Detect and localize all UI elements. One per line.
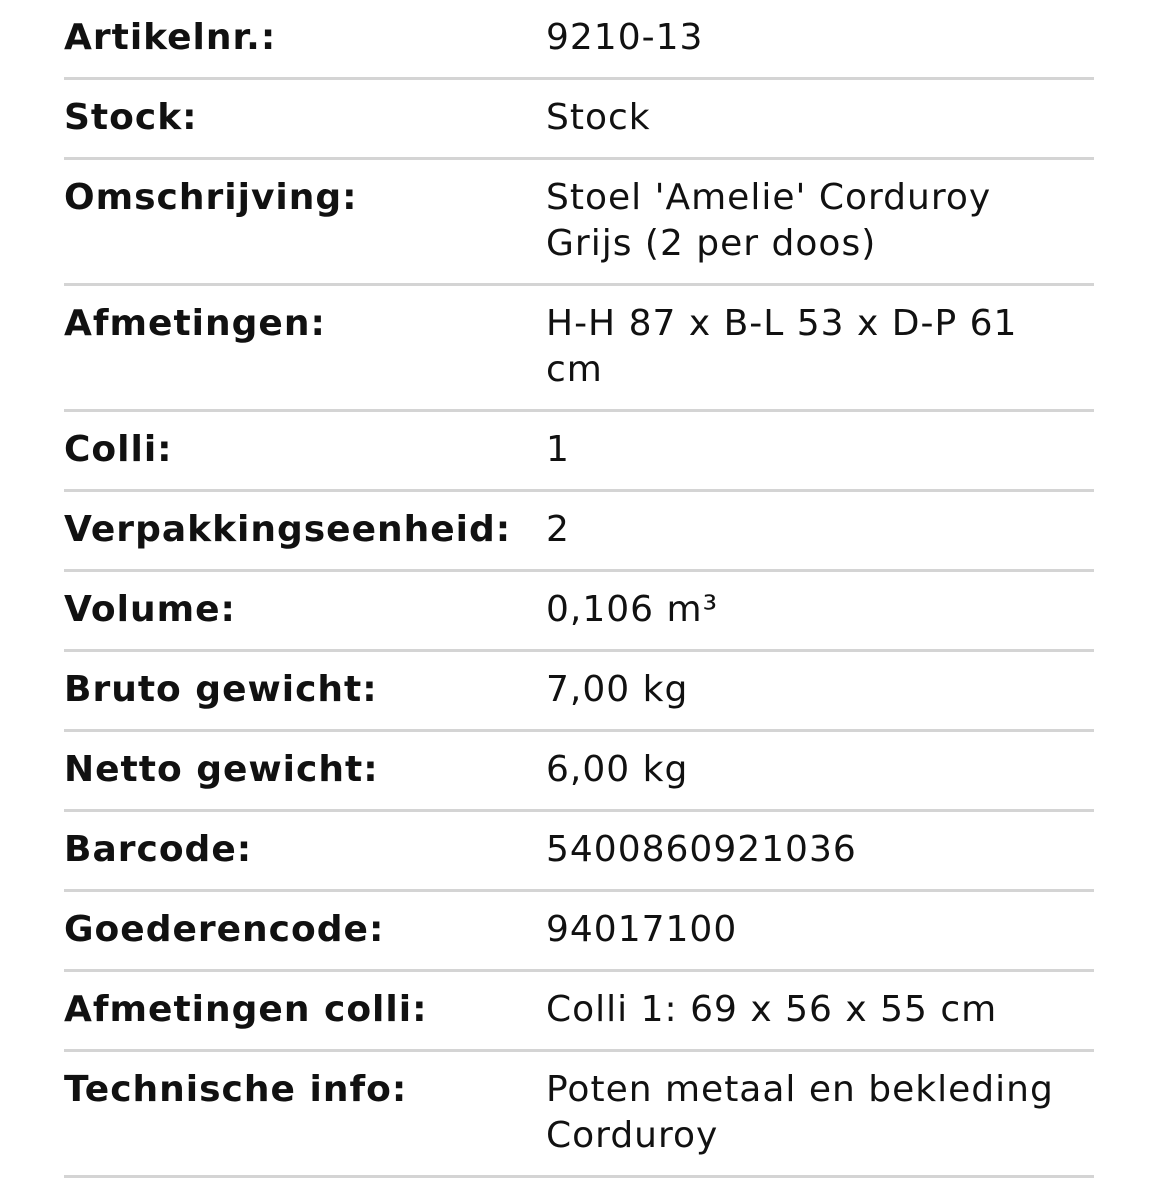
spec-row-gross-weight: [64, 651, 1094, 731]
spec-value: 9210-13: [546, 0, 1094, 79]
spec-label: Verpakkingseenheid:: [64, 491, 546, 571]
spec-row-technical-info: [64, 1051, 1094, 1177]
spec-label: Afmetingen:: [64, 285, 546, 411]
spec-value: 94017100: [546, 891, 1094, 971]
spec-value: Colli 1: 69 x 56 x 55 cm: [546, 971, 1094, 1051]
spec-value: 2: [546, 491, 1094, 571]
spec-label: Technische info:: [64, 1051, 546, 1177]
spec-label: Volume:: [64, 571, 546, 651]
spec-row-barcode: [64, 811, 1094, 891]
spec-row-colli-dimensions: [64, 971, 1094, 1051]
spec-label: Omschrijving:: [64, 159, 546, 285]
spec-row-goods-code: [64, 891, 1094, 971]
spec-label: Goederencode:: [64, 891, 546, 971]
spec-row-colli: [64, 411, 1094, 491]
spec-label: Colli:: [64, 411, 546, 491]
spec-row-stock: [64, 79, 1094, 159]
spec-row-dimensions: [64, 285, 1094, 411]
spec-row-description: [64, 159, 1094, 285]
spec-value: 5400860921036: [546, 811, 1094, 891]
spec-label: Stock:: [64, 79, 546, 159]
spec-value: 1: [546, 411, 1094, 491]
spec-value: Stoel 'Amelie' Corduroy Grijs (2 per doos): [546, 159, 1094, 285]
spec-row-article-number: [64, 0, 1094, 79]
spec-value: H-H 87 x B-L 53 x D-P 61 cm: [546, 285, 1094, 411]
spec-row-packaging-unit: [64, 491, 1094, 571]
spec-value: 0,106 m³: [546, 571, 1094, 651]
spec-label: Barcode:: [64, 811, 546, 891]
spec-row-volume: [64, 571, 1094, 651]
spec-row-net-weight: [64, 731, 1094, 811]
spec-value: 7,00 kg: [546, 651, 1094, 731]
spec-label: Artikelnr.:: [64, 0, 546, 79]
spec-label: Netto gewicht:: [64, 731, 546, 811]
spec-label: Afmetingen colli:: [64, 971, 546, 1051]
spec-value: Poten metaal en bekleding Corduroy: [546, 1051, 1094, 1177]
spec-value: 6,00 kg: [546, 731, 1094, 811]
spec-label: Bruto gewicht:: [64, 651, 546, 731]
product-specifications-table: [64, 0, 1094, 1178]
spec-value: Stock: [546, 79, 1094, 159]
